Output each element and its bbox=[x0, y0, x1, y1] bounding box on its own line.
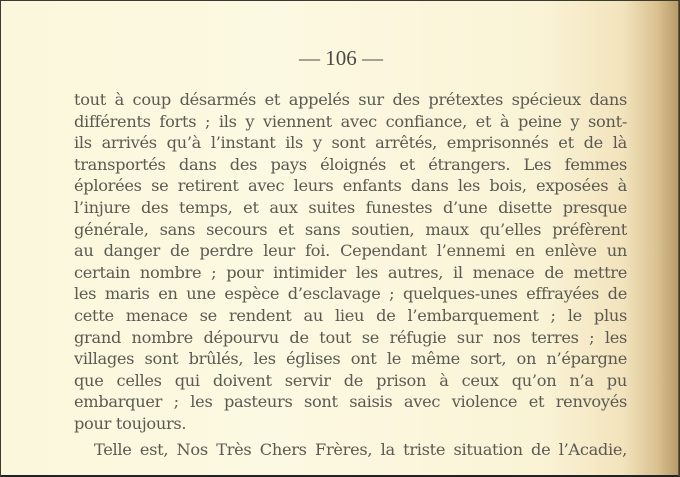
text-line-paragraph-start: Telle est, Nos Très Chers Frères, la triste situation de l’Acadie, bbox=[94, 439, 627, 459]
text-line: générale, sans secours et sans soutien, maux qu’elles préfèrent bbox=[74, 219, 627, 239]
text-line: au danger de perdre leur foi. Cependant l’ennemi en enlève un bbox=[74, 241, 627, 261]
text-line: l’injure des temps, et aux suites funestes d’une disette presque bbox=[74, 197, 627, 217]
text-line: ils arrivés qu’à l’instant ils y sont arrêtés, emprisonnés et de là bbox=[74, 133, 627, 153]
text-line: les maris en une espèce d’esclavage ; quelques-unes effrayées de bbox=[74, 284, 627, 304]
text-line: que celles qui doivent servir de prison à ceux qu’on n’a pu bbox=[74, 370, 627, 390]
text-line: villages sont brûlés, les églises ont le même sort, on n’épargne bbox=[74, 349, 627, 369]
text-line: grand nombre dépourvu de tout se réfugie sur nos terres ; les bbox=[74, 327, 627, 347]
text-line: tout à coup désarmés et appelés sur des prétextes spécieux dans bbox=[74, 90, 627, 109]
page-number: — 106 — bbox=[299, 46, 383, 70]
text-line: certain nombre ; pour intimider les autres, il menace de mettre bbox=[74, 262, 627, 282]
text-line: transportés dans des pays éloignés et étrangers. Les femmes bbox=[74, 154, 627, 174]
scanned-book-page bbox=[1, 1, 679, 477]
text-line: embarquer ; les pasteurs sont saisis avec violence et renvoyés bbox=[74, 392, 627, 412]
text-line: éplorées se retirent avec leurs enfants dans les bois, exposées à bbox=[74, 176, 627, 196]
text-line: cette menace se rendent au lieu de l’embarquement ; le plus bbox=[74, 305, 627, 325]
text-line-paragraph-end: pour toujours. bbox=[74, 413, 187, 433]
text-line: différents forts ; ils y viennent avec confiance, et à peine y sont- bbox=[74, 111, 627, 131]
body-text bbox=[74, 89, 627, 460]
